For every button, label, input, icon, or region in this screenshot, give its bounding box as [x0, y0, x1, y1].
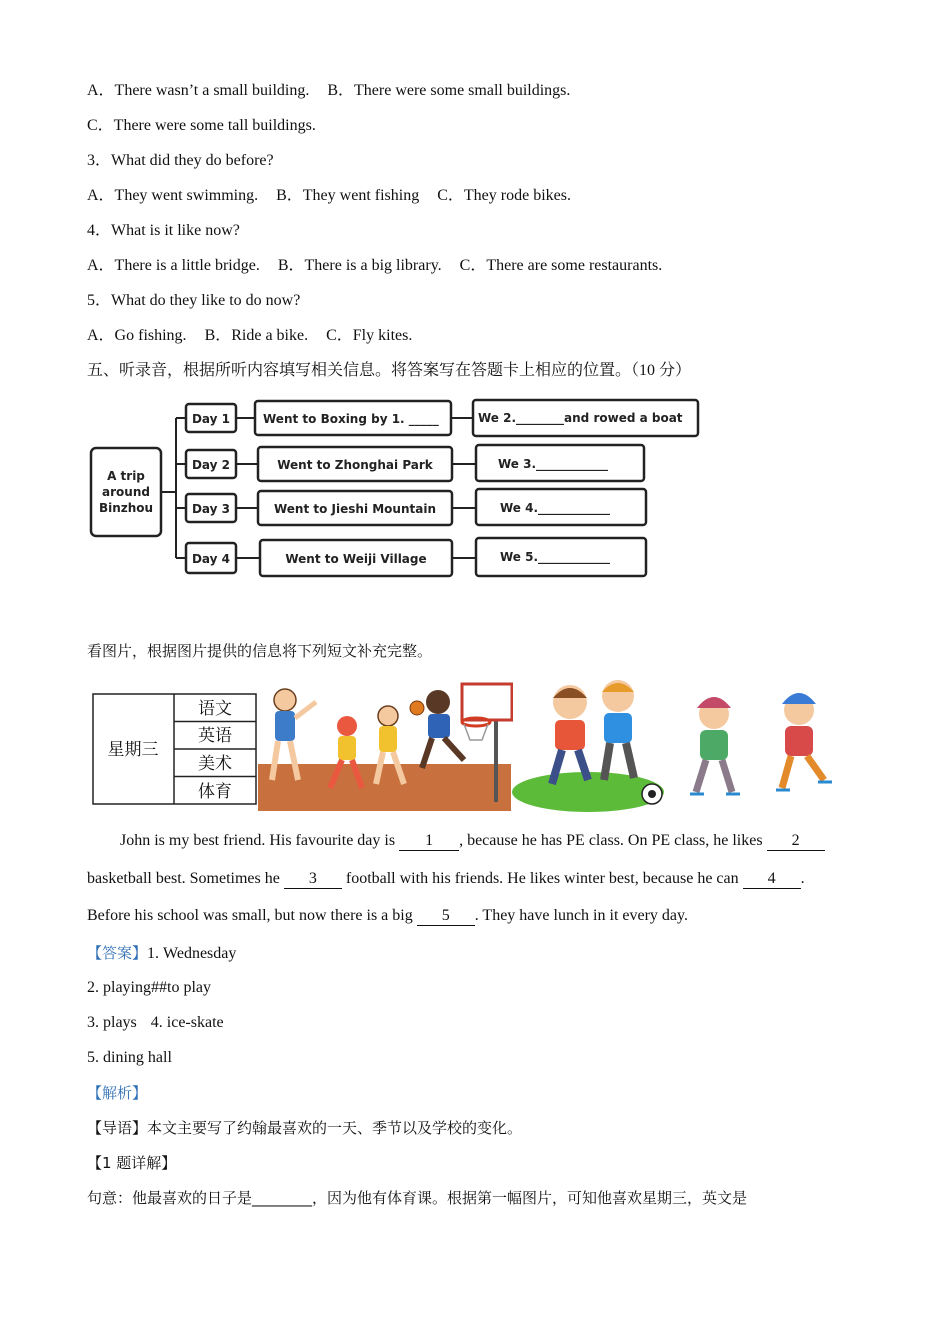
football-picture: [512, 680, 664, 812]
day1-detail: We 2.________and rowed a boat: [478, 411, 683, 425]
q3-options-row: [87, 185, 571, 207]
q2-option-a: A．There wasn’t a small building.: [87, 82, 310, 99]
q3-option-c: C．They rode bikes.: [437, 187, 571, 204]
passage-l1b: , because he has PE class. On PE class, he likes: [459, 832, 767, 849]
day1-activity: Went to Boxing by 1. _____: [263, 412, 439, 426]
q4-question: 4．What is it like now?: [87, 222, 240, 239]
answer-5: 5. dining hall: [87, 1049, 172, 1066]
day4-activity: Went to Weiji Village: [285, 552, 427, 566]
day2-activity: Went to Zhonghai Park: [277, 458, 433, 472]
q3-option-b: B．They went fishing: [276, 187, 420, 204]
mindmap-day-connectors: [236, 418, 260, 558]
timetable: [93, 694, 256, 804]
analysis-detail-tag: 【1 题详解】: [87, 1154, 177, 1172]
timetable-subject-2: 英语: [198, 726, 232, 746]
day3-label: Day 3: [191, 502, 231, 516]
q5-option-b: B．Ride a bike.: [204, 327, 309, 344]
passage-l2c: .: [800, 870, 805, 887]
section6-instruction: 看图片，根据图片提供的信息将下列短文补充完整。: [87, 642, 433, 660]
analysis-detail: 句意：他最喜欢的日子是________，因为他有体育课。根据第一幅图片，可知他喜欢星期三，英文是: [87, 1189, 748, 1207]
q5-options-row: [87, 325, 412, 347]
passage-line-1: [87, 832, 896, 851]
day4-label: Day 4: [191, 552, 231, 566]
section5-heading: 五、听录音，根据所听内容填写相关信息。将答案写在答题卡上相应的位置。（10 分）: [87, 362, 692, 379]
q3-question: 3．What did they do before?: [87, 152, 274, 169]
answer-4: 4. ice-skate: [150, 1014, 224, 1031]
answer-3: 3. plays: [87, 1014, 137, 1031]
day3-activity: Went to Jieshi Mountain: [273, 502, 437, 516]
blank-4: 4: [743, 870, 801, 889]
trip-mindmap: [88, 398, 708, 583]
mindmap-center-line2: around: [102, 485, 150, 499]
q2-options-row: [87, 80, 570, 102]
basketball-picture: [258, 680, 512, 811]
answer-1: 1. Wednesday: [147, 945, 237, 962]
passage-l3b: . They have lunch in it every day.: [474, 907, 688, 924]
q4-options-row: [87, 255, 662, 277]
timetable-subject-4: 体育: [198, 782, 232, 802]
day2-label: Day 2: [191, 458, 231, 472]
q5-option-a: A．Go fishing.: [87, 327, 187, 344]
blank-2: 2: [767, 832, 825, 851]
passage-l2a: basketball best. Sometimes he: [87, 870, 284, 887]
mindmap-detail-connectors: [451, 418, 476, 558]
analysis-intro: 【导语】本文主要写了约翰最喜欢的一天、季节以及学校的变化。: [87, 1119, 523, 1137]
q4-option-c: C．There are some restaurants.: [459, 257, 663, 274]
q3-option-a: A．They went swimming.: [87, 187, 259, 204]
picture-strip: [92, 680, 862, 812]
passage-l2b: football with his friends. He likes winter best, because he can: [341, 870, 743, 887]
q2-option-c: C．There were some tall buildings.: [87, 117, 316, 134]
mindmap-branch-lines: [161, 418, 186, 558]
timetable-subject-1: 语文: [198, 699, 232, 719]
q4-option-a: A．There is a little bridge.: [87, 257, 260, 274]
answer-row-3: [87, 1012, 224, 1034]
blank-5: 5: [417, 907, 475, 926]
timetable-day: 星期三: [107, 740, 159, 760]
day4-detail: We 5.____________: [500, 550, 611, 564]
q5-option-c: C．Fly kites.: [326, 327, 413, 344]
passage-l3a: Before his school was small, but now there is a big: [87, 907, 417, 924]
answer-row-1: [87, 942, 236, 965]
analysis-tag: 【解析】: [87, 1084, 148, 1102]
mindmap-center-line1: A trip: [107, 469, 145, 483]
passage-line-2: [87, 870, 863, 889]
timetable-subject-3: 美术: [198, 754, 232, 774]
passage-l1a: John is my best friend. His favourite day is: [120, 832, 400, 849]
passage-line-3: [87, 907, 863, 926]
q4-option-b: B．There is a big library.: [277, 257, 442, 274]
blank-3: 3: [284, 870, 342, 889]
blank-1: 1: [399, 832, 459, 851]
answer-tag: 【答案】: [87, 944, 148, 962]
q5-question: 5．What do they like to do now?: [87, 292, 301, 309]
day3-detail: We 4.____________: [500, 501, 611, 515]
q2-option-b: B．There were some small buildings.: [327, 82, 571, 99]
ice-skating-picture: [690, 693, 832, 794]
mindmap-center-line3: Binzhou: [98, 501, 154, 515]
day1-label: Day 1: [191, 412, 231, 426]
answer-2: 2. playing##to play: [87, 979, 211, 996]
day2-detail: We 3.____________: [498, 457, 609, 471]
